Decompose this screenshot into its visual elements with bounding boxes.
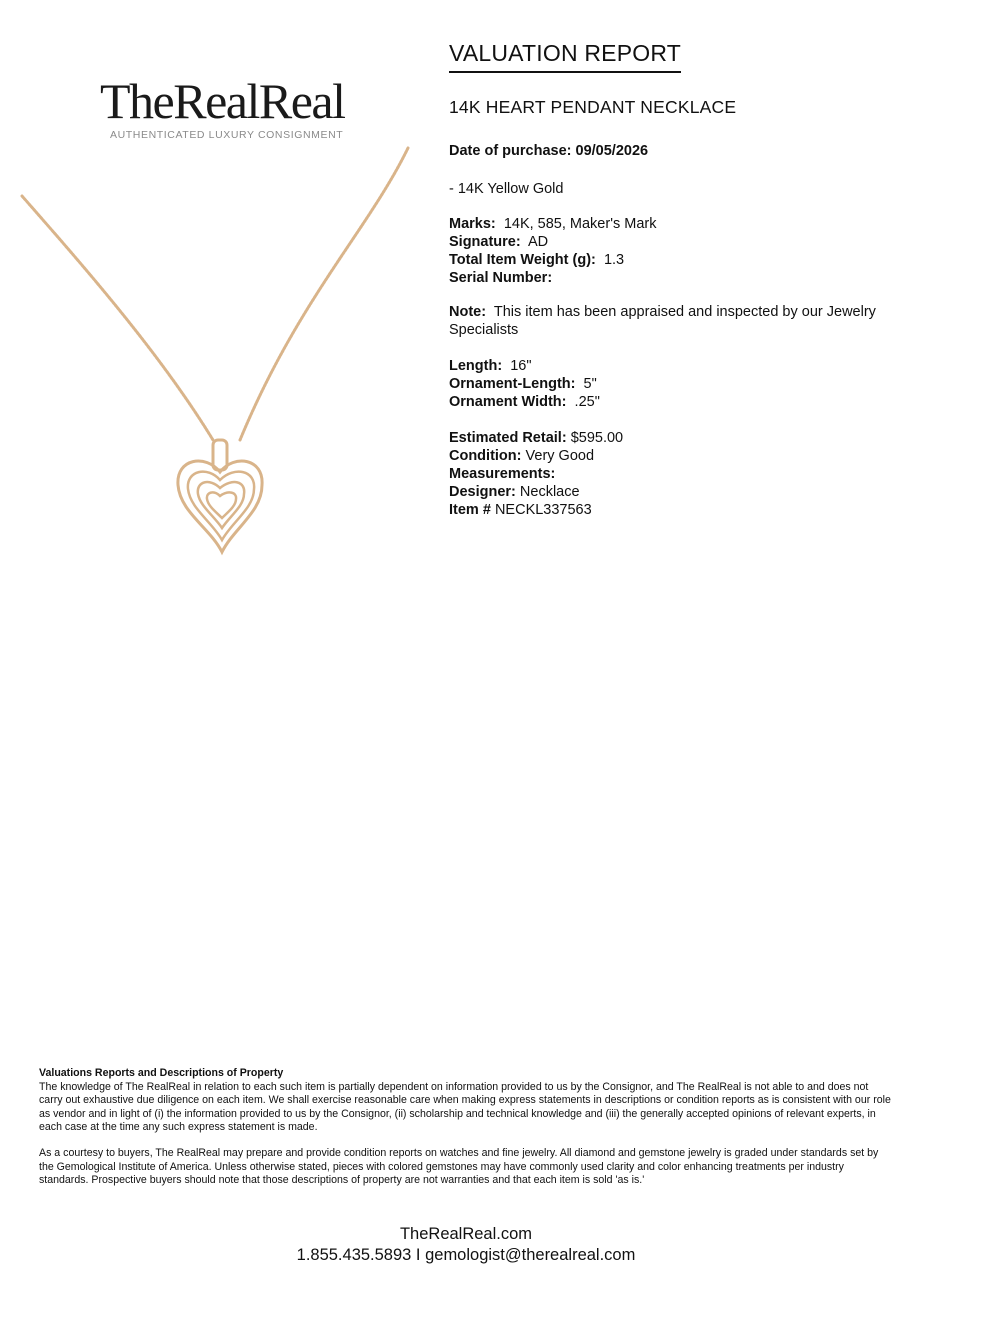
dimensions-group <box>449 357 949 411</box>
note <box>449 303 949 339</box>
ornament-length-label: Ornament-Length: <box>449 376 576 392</box>
valuation-group <box>449 429 949 519</box>
ornament-length-value: 5" <box>583 376 597 392</box>
ornament-width-label: Ornament Width: <box>449 394 567 410</box>
brand-name: TheRealReal <box>100 73 345 129</box>
condition-value: Very Good <box>525 448 595 464</box>
item-number-row <box>449 501 949 519</box>
ornament-width-value: .25" <box>574 394 600 410</box>
serial-row <box>449 269 949 287</box>
retail-row <box>449 429 949 447</box>
serial-label: Serial Number: <box>449 270 553 286</box>
retail-value: $595.00 <box>570 430 624 446</box>
necklace-photo <box>18 140 418 560</box>
weight-row <box>449 251 949 269</box>
brand-logo <box>100 73 360 141</box>
ornament-width-row <box>449 393 949 411</box>
signature-value: AD <box>527 234 549 250</box>
signature-label: Signature: <box>449 234 521 250</box>
signature-row <box>449 233 949 251</box>
measurements-row <box>449 465 949 483</box>
length-row <box>449 357 949 375</box>
material: - 14K Yellow Gold <box>449 181 564 197</box>
length-label: Length: <box>449 358 503 374</box>
note-label: Note: <box>449 304 487 320</box>
item-name: 14K HEART PENDANT NECKLACE <box>449 97 737 117</box>
ornament-length-row <box>449 375 949 393</box>
purchase-date <box>449 143 949 159</box>
item-number-value: NECKL337563 <box>494 502 592 518</box>
footer-contact: 1.855.435.5893 I gemologist@therealreal.com <box>296 1246 636 1264</box>
marks-group <box>449 215 949 287</box>
marks-value: 14K, 585, Maker's Mark <box>503 216 657 232</box>
measurements-label: Measurements: <box>449 466 556 482</box>
disclaimer-heading: Valuations Reports and Descriptions of Property <box>39 1067 284 1079</box>
purchase-date-label: Date of purchase: <box>449 143 572 159</box>
condition-row <box>449 447 949 465</box>
report-title: VALUATION REPORT <box>449 40 681 73</box>
brand-tagline: AUTHENTICATED LUXURY CONSIGNMENT <box>110 129 344 141</box>
item-number-label: Item # <box>449 502 491 518</box>
designer-row <box>449 483 949 501</box>
note-value: This item has been appraised and inspected by our Jewelry Specialists <box>449 304 876 338</box>
length-value: 16" <box>510 358 532 374</box>
disclaimer <box>39 1067 894 1188</box>
retail-label: Estimated Retail: <box>449 430 567 446</box>
disclaimer-paragraph-2: As a courtesy to buyers, The RealReal may prepare and provide condition reports on watches and fine jewelry. All diamond and gemstone jewelry is graded under standards set by the Gemological Institute of America. Unless otherwise stated, pieces with colored gemstones may have commonly used clarity and color enhancing treatments per industry standards. Prospective buyers should note that those descriptions of property are not warranties and that each item is sold 'as is.' <box>39 1146 879 1187</box>
purchase-date-value: 09/05/2026 <box>575 143 649 159</box>
disclaimer-paragraph-1: The knowledge of The RealReal in relation to each such item is partially dependent on information provided to us by the Consignor, and The RealReal is not able to and does not carry out exhaustive due diligence on each item. We shall exercise reasonable care when making express statements in descriptions or condition reports as is consistent with our role as vendor and in light of (i) the information provided to us by the Consignor, (ii) scholarship and technical knowledge and (iii) the generally accepted opinions of relevant experts, in each case at the time any such express statement is made. <box>39 1080 891 1134</box>
marks-row <box>449 215 949 233</box>
footer <box>0 1224 932 1266</box>
marks-label: Marks: <box>449 216 496 232</box>
weight-value: 1.3 <box>603 252 625 268</box>
designer-value: Necklace <box>519 484 580 500</box>
condition-label: Condition: <box>449 448 522 464</box>
valuation-report <box>449 40 949 519</box>
designer-label: Designer: <box>449 484 516 500</box>
footer-website[interactable]: TheRealReal.com <box>399 1225 533 1243</box>
weight-label: Total Item Weight (g): <box>449 252 596 268</box>
